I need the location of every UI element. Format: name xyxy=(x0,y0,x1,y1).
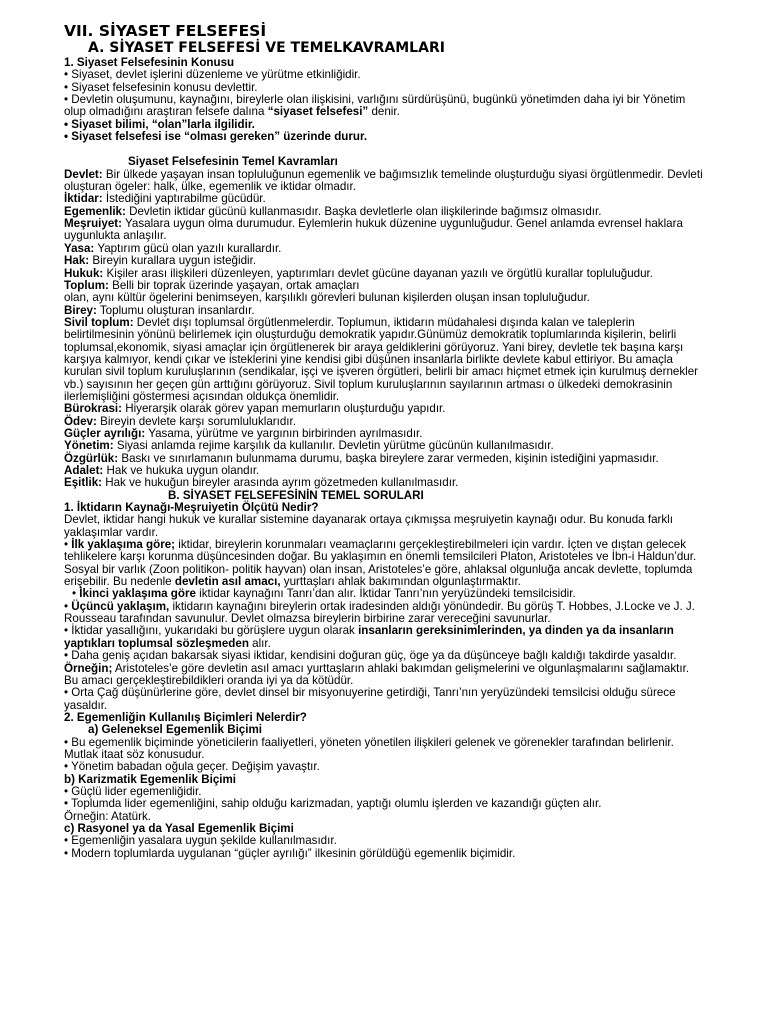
term-definition: Yasama, yürütme ve yargının birbirinden ayrılmasıdır. xyxy=(145,426,423,440)
paragraph xyxy=(64,625,704,650)
paragraph xyxy=(64,539,704,588)
text: • Devletin oluşumunu, kaynağını, bireylerle olan ilişkisini, varlığını sürdürüşünü, bugünkü yönetimden daha iyi bir Yönetim olup olmadığını araştıran felsefe dalına xyxy=(64,93,686,119)
term-name: Bürokrasi: xyxy=(64,402,122,416)
term-name: İktidar: xyxy=(64,192,103,206)
term-name: Devlet: xyxy=(64,167,103,181)
bold-term: “siyaset felsefesi” xyxy=(267,105,369,119)
term-name: Yasa: xyxy=(64,241,95,255)
term-name: Ödev: xyxy=(64,414,97,428)
paragraph: • Siyaset felsefesinin konusu devlettir. xyxy=(64,80,258,94)
term-name: Özgürlük: xyxy=(64,451,119,465)
bullet: • xyxy=(72,587,80,601)
paragraph: • Egemenliğin yasalara uygun şekilde kullanılmasıdır. xyxy=(64,834,337,848)
subheading-question-2: 2. Egemenliğin Kullanılış Biçimleri Nelerdir? xyxy=(64,710,307,724)
paragraph xyxy=(64,94,704,119)
term-definition: Bireyin devlete karşı sorumluluklarıdır. xyxy=(96,414,296,428)
text: iktidar kaynağını Tanrı’dan alır. İktidar Tanrı’nın yeryüzündeki temsilcisidir. xyxy=(195,587,576,601)
term-definition: Hiyerarşik olarak görev yapan memurların oluşturduğu yapıdır. xyxy=(122,402,446,416)
paragraph: • Güçlü lider egemenliğidir. xyxy=(64,784,202,798)
term-name: Meşruiyet: xyxy=(64,217,122,231)
paragraph: • Toplumda lider egemenliğini, sahip olduğu karizmadan, yaptığı olumlu işlerden ve kazandığı güçten alır. xyxy=(64,797,602,811)
bullet: • xyxy=(64,599,72,613)
term-name: Egemenlik: xyxy=(64,204,126,218)
paragraph: • Orta Çağ düşünürlerine göre, devlet dinsel bir misyonuyerine getirdiği, Tanrı’nın yeryüzündeki temsilcisi olduğu sürece yasaldır. xyxy=(64,686,676,712)
section-a-title: A. SİYASET FELSEFESİ VE TEMELKAVRAMLARI xyxy=(88,40,445,56)
bullet: • xyxy=(64,538,72,552)
paragraph xyxy=(64,601,704,626)
paragraph: Örneğin: Atatürk. xyxy=(64,809,151,823)
term-name: Eşitlik: xyxy=(64,476,103,490)
text: • İktidar yasallığını, yukarıdaki bu görüşlere uygun olarak xyxy=(64,624,359,638)
paragraph: • Modern toplumlarda uygulanan “güçler ayrılığı” ilkesinin görüldüğü egemenlik biçimidir. xyxy=(64,846,516,860)
bold-term: Üçüncü yaklaşım, xyxy=(71,599,170,613)
term-definition: Yasalara uygun olma durumudur. Eylemlerin hukuk düzenine uygunluğudur. Genel anlamda evrensel haklara uygunlukta anlaşılır. xyxy=(64,217,683,243)
section-b-title: B. SİYASET FELSEFESİNİN TEMEL SORULARI xyxy=(168,488,424,502)
term-definition: Yaptırım gücü olan yazılı kurallardır. xyxy=(94,241,282,255)
term-definition: Bireyin kurallara uygun isteğidir. xyxy=(89,254,257,268)
term-definition: Hak ve hukuka uygun olandır. xyxy=(103,464,260,477)
term-name: Toplum: xyxy=(64,278,109,292)
term-name: Güçler ayrılığı: xyxy=(64,426,146,440)
subheading-traditional: a) Geleneksel Egemenlik Biçimi xyxy=(88,723,262,737)
bold-term: devletin asıl amacı, xyxy=(174,575,281,589)
text: Aristoteles’e göre devletin asıl amacı yurttaşların ahlaki bakımdan gelişmelerini ve olgunlaşmalarını sağlamaktır. Bu amacı gerçekleştirebildikleri oranda iyi ya da kötüdür. xyxy=(64,661,690,687)
subheading-terms: Siyaset Felsefesinin Temel Kavramları xyxy=(128,155,338,169)
paragraph: • Bu egemenlik biçiminde yöneticilerin faaliyetleri, yöneten yönetilen ilişkileri gelenek ve görenekler tarafından belirlenir. Mutlak itaat söz konusudur. xyxy=(64,735,674,761)
term-entry xyxy=(64,477,704,489)
term-definition: Devlet dışı toplumsal örgütlenmelerdir. Toplumun, iktidarın müdahalesi dışında kalan ve taleplerin belirtilmesinin yönünü belirlemek için oluşturduğu demokratik yapıdır.Günümüz demokratik toplumlarında kişilerin, belirli toplumsal,ekonomik, siyasi amaçlar için örgütlenerek bir araya geldiklerini görüyoruz. Yani birey, devletle tek başına karşı karşıya kalmıyor, kendi çıkar ve isteklerini yine kendisi gibi düşünen insanlarla birlikte devlete kabul ettiriyor. Bu amaçla kurulan sivil toplum kuruluşlarının (sendikalar, işçi ve işveren örgütleri, belirli bir amacı hiçmet etmek için kurulmuş dernekler vb.) sayısının her geçen gün arttığını görüyoruz. Sivil toplum kuruluşlarının sayılarının artması o ülkedeki demokrasinin ilerlemişliğini göstermesi açısından oldukça önemlidir. xyxy=(64,315,699,403)
bold-term: Örneğin; xyxy=(64,661,113,675)
subheading-charismatic: b) Karizmatik Egemenlik Biçimi xyxy=(64,772,237,786)
subheading-subject: 1. Siyaset Felsefesinin Konusu xyxy=(64,56,235,69)
text: yurttaşları ahlak bakımından olgunlaştırmaktır. xyxy=(280,575,521,589)
text: iktidarın kaynağını bireylerin ortak iradesinden aldığı yönündedir. Bu görüş T. Hobbes, J.Locke ve J. J. Rousseau tarafından savunulur. Devlet olmazsa bireylerin birbirine zarar vereceğini savunurlar. xyxy=(64,599,695,626)
bold-term: İlk yaklaşıma göre; xyxy=(71,538,176,552)
paragraph: • Siyaset, devlet işlerini düzenleme ve yürütme etkinliğidir. xyxy=(64,68,361,82)
text: alır. xyxy=(248,636,271,650)
paragraph: • Siyaset bilimi, “olan”larla ilgilidir. xyxy=(64,117,255,131)
text: iktidar, bireylerin korunmaları veamaçlarını gerçekleştirebilmeleri için vardır. İçten ve dıştan gelecek tehlikelere karşı korunma düşüncesinden doğar. Bu yaklaşımın en önemli temsilcileri Platon, Aristoteles ve İbn-i Haldun’dur. Sosyal bir varlık (Zoon politikon- politik hayvan) olan insan, Aristoteles’e göre, ahlaksal olgunluğa ancak devlette, toplumda erişebilir. Bu nedenle xyxy=(64,538,697,589)
page-title: VII. SİYASET FELSEFESİ xyxy=(64,22,267,40)
term-name: Adalet: xyxy=(64,464,104,477)
paragraph: Devlet, iktidar hangi hukuk ve kurallar sistemine dayanarak ortaya çıkmışsa meşruiyetin kaynağı odur. Bu konuda farklı yaklaşımlar vardır. xyxy=(64,513,673,539)
term-definition: olan, aynı kültür ögelerini benimseyen, karşılıklı görevleri bulunan kişilerden oluşan insan topluluğudur. xyxy=(64,291,590,305)
subheading-question-1: 1. İktidarın Kaynağı-Meşruiyetin Ölçütü Nedir? xyxy=(64,501,319,515)
subheading-rational: c) Rasyonel ya da Yasal Egemenlik Biçimi xyxy=(64,821,294,835)
text: denir. xyxy=(368,105,400,119)
term-name: Birey: xyxy=(64,303,97,317)
term-definition: Kişiler arası ilişkileri düzenleyen, yaptırımları devlet gücüne dayanan yazılı ve örgütlü kurallar topluluğudur. xyxy=(103,266,653,280)
terms-list xyxy=(64,169,704,490)
term-definition: Belli bir toprak üzerinde yaşayan, ortak amaçları xyxy=(108,278,360,292)
term-definition: Toplumu oluşturan insanlardır. xyxy=(96,303,255,317)
bold-term: insanların gereksinimlerinden, ya dinden ya da insanların yaptıkları toplumsal sözleşmeden xyxy=(64,624,674,650)
bold-term: İkinci yaklaşıma göre xyxy=(79,587,196,601)
term-entry xyxy=(64,218,704,243)
term-name: Yönetim: xyxy=(64,439,114,453)
term-entry xyxy=(64,317,704,403)
paragraph: • Yönetim babadan oğula geçer. Değişim yavaştır. xyxy=(64,760,320,774)
term-definition: Bir ülkede yaşayan insan topluluğunun egemenlik ve bağımsızlık temelinde oluşturduğu siyasi örgütlenmedir. Devleti oluşturan ögeler: halk, ülke, egemenlik ve iktidar olmadır. xyxy=(64,167,703,194)
text: • Daha geniş açıdan bakarsak siyasi iktidar, kendisini doğuran güç, öge ya da düşünceye bağlı kaldığı takdirde yasaldır. xyxy=(64,649,677,663)
paragraph xyxy=(64,650,704,687)
term-definition: Siyasi anlamda rejime karşılık da kullanılır. Devletin yürütme gücünün kullanılmasıdır. xyxy=(113,439,554,453)
term-name: Sivil toplum: xyxy=(64,315,134,329)
term-definition: Devletin iktidar gücünü kullanmasıdır. Başka devletlerle olan ilişkilerinde bağımsız olmasıdır. xyxy=(125,204,602,218)
term-entry xyxy=(64,169,704,194)
term-definition: Baskı ve sınırlamanın bulunmama durumu, başka bireylere zarar vermeden, kişinin istediğini yapmasıdır. xyxy=(118,451,659,465)
term-name: Hak: xyxy=(64,254,90,268)
term-definition: Hak ve hukuğun bireyler arasında ayrım gözetmeden kullanılmasıdır. xyxy=(102,476,459,490)
term-name: Hukuk: xyxy=(64,266,104,280)
term-definition: İstediğini yaptırabilme gücüdür. xyxy=(102,192,266,206)
paragraph: • Siyaset felsefesi ise “olması gereken” üzerinde durur. xyxy=(64,130,368,144)
